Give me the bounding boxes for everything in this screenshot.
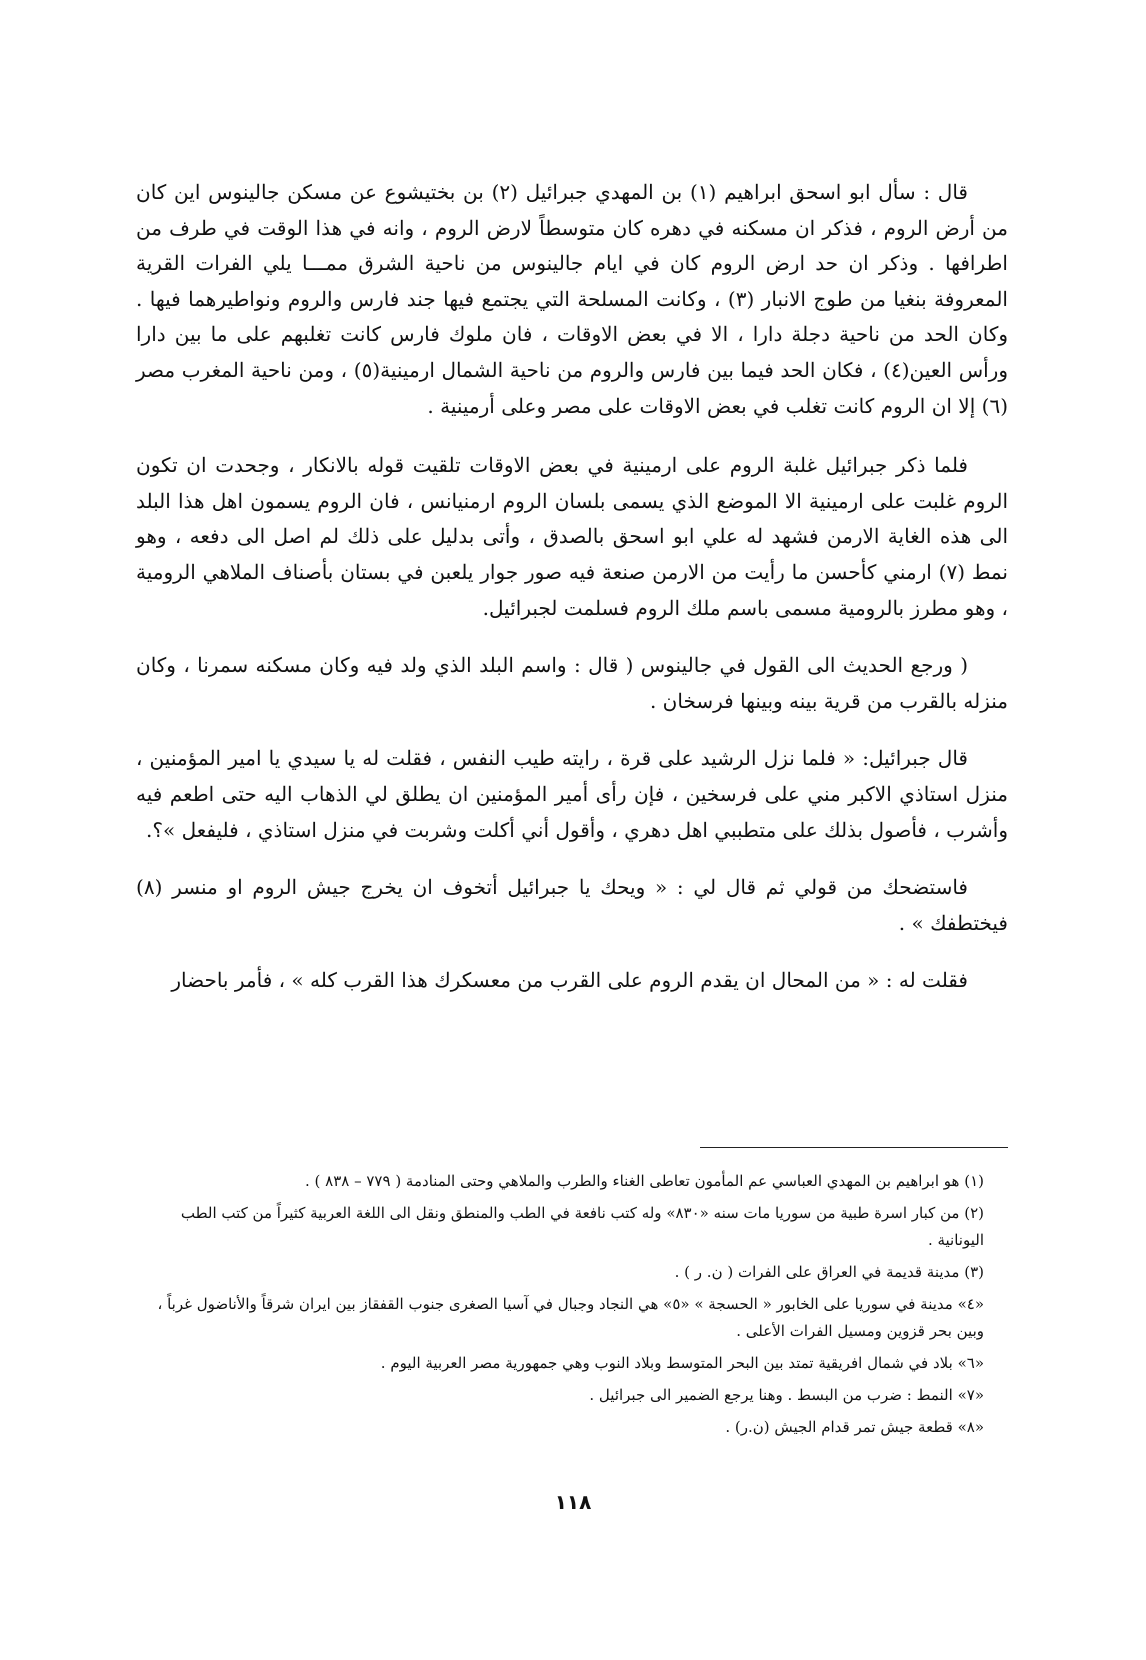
page-number: ١١٨ bbox=[554, 1490, 592, 1514]
footnote-6: «٦» بلاد في شمال افريقية تمتد بين البحر المتوسط وبلاد النوب وهي جمهورية مصر العربية اليوم . bbox=[380, 1354, 984, 1372]
footnote-divider bbox=[700, 1147, 1008, 1148]
footnote-2: (٢) من كبار اسرة طبية من سوريا مات سنه «٨٣٠» وله كتب نافعة في الطب والمنطق ونقل الى اللغة العربية كثيراً من كتب الطب اليونانية . bbox=[180, 1204, 984, 1249]
footnote-1: (١) هو ابراهيم بن المهدي العباسي عم المأمون تعاطى الغناء والطرب والملاهي وحتى المنادمة ( ٧٧٩ – ٨٣٨ ) . bbox=[305, 1172, 984, 1190]
main-text bbox=[136, 175, 1008, 1021]
footnote-3: (٣) مدينة قديمة في العراق على الفرات ( ن. ر ) . bbox=[674, 1263, 984, 1281]
footnote-8: «٨» قطعة جيش تمر قدام الجيش (ن.ر) . bbox=[725, 1418, 984, 1436]
footnote-4-5: «٤» مدينة في سوريا على الخابور « الحسجة » «٥» هي النجاد وجبال في آسيا الصغرى جنوب القفقاز بين ايران شرقاً والأناضول غرباً ، وبين بحر قزوين ومسيل الفرات الأعلى . bbox=[157, 1295, 984, 1340]
paragraph-3: ( ورجع الحديث الى القول في جالينوس ( قال : واسم البلد الذي ولد فيه وكان مسكنه سمرنا ، وكان منزله بالقرب من قرية بينه وبينها فرسخان . bbox=[136, 653, 1008, 713]
paragraph-5: فاستضحك من قولي ثم قال لي : « ويحك يا جبرائيل أتخوف ان يخرج جيش الروم او منسر (٨) فيختطفك » . bbox=[136, 875, 1008, 935]
paragraph-2: فلما ذكر جبرائيل غلبة الروم على ارمينية في بعض الاوقات تلقيت قوله بالانكار ، وجحدت ان تكون الروم غلبت على ارمينية الا الموضع الذي يسمى بلسان الروم ارمنيانس ، فان الروم يسمون اهل هذا البلد الى هذه الغاية الارمن فشهد له علي ابو اسحق بالصدق ، وأتى بدليل على ذلك لم اصل الى دفعه ، وهو نمط (٧) ارمني كأحسن ما رأيت من الارمن صنعة فيه صور جوار يلعبن في بستان بأصناف الملاهي الرومية ، وهو مطرز بالرومية مسمى باسم ملك الروم فسلمت لجبرائيل. bbox=[136, 453, 1008, 620]
paragraph-1: قال : سأل ابو اسحق ابراهيم (١) بن المهدي جبرائيل (٢) بن بختيشوع عن مسكن جالينوس اين كان من أرض الروم ، فذكر ان مسكنه في دهره كان متوسطاً لارض الروم ، وانه في هذا الوقت في طرف من اطرافها . وذكر ان حد ارض الروم كان في ايام جالينوس من ناحية الشرق ممـــا يلي الفرات القرية المعروفة بنغيا من طوج الانبار (٣) ، وكانت المسلحة التي يجتمع فيها جند فارس والروم ونواطيرهما فيها . وكان الحد من ناحية دجلة دارا ، الا في بعض الاوقات ، فان ملوك فارس كانت تغلبهم على ما بين دارا ورأس العين(٤) ، فكان الحد فيما بين فارس والروم من ناحية الشمال ارمينية(٥) ، ومن ناحية المغرب مصر (٦) إلا ان الروم كانت تغلب في بعض الاوقات على مصر وعلى أرمينية . bbox=[136, 180, 1009, 418]
paragraph-6: فقلت له : « من المحال ان يقدم الروم على القرب من معسكرك هذا القرب كله » ، فأمر باحضار bbox=[171, 968, 968, 993]
footnote-7: «٧» النمط : ضرب من البسط . وهنا يرجع الضمير الى جبرائيل . bbox=[589, 1386, 984, 1404]
paragraph-4: قال جبرائيل: « فلما نزل الرشيد على قرة ، رايته طيب النفس ، فقلت له يا سيدي يا امير المؤمنين ، منزل استاذي الاكبر مني على فرسخين ، فإن رأى أمير المؤمنين ان يطلق لي الذهاب اليه حتى اطعم فيه وأشرب ، فأصول بذلك على متطببي اهل دهري ، وأقول أني أكلت وشربت في منزل استاذي ، فليفعل »؟. bbox=[136, 746, 1008, 842]
footnotes bbox=[136, 1168, 1008, 1446]
